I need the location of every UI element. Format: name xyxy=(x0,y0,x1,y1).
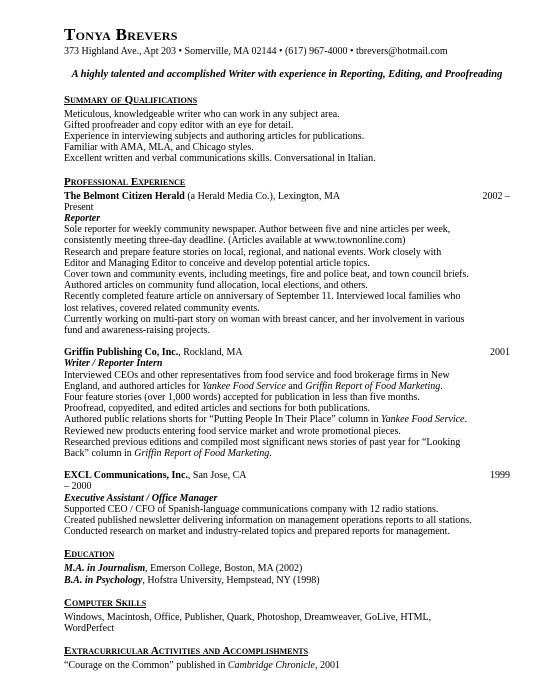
company-location: , Rockland, MA xyxy=(178,347,243,359)
skills-section xyxy=(64,597,510,634)
summary-line: Excellent written and verbal communications skills. Conversational in Italian. xyxy=(64,153,376,165)
job-line: Recently completed feature article on anniversary of September 11. Interviewed local families who xyxy=(64,291,461,303)
text-run: . xyxy=(464,414,467,426)
summary-heading: Summary of Qualifications xyxy=(64,93,198,106)
job-entry xyxy=(64,347,510,459)
job-entry xyxy=(64,470,510,537)
text-run: Authored public relations shorts for “Putting People In Their Place” column in xyxy=(64,414,381,426)
degree-name: B.A. in Psychology xyxy=(64,574,143,586)
extracurricular-item xyxy=(64,660,510,671)
education-section xyxy=(64,548,510,585)
job-line: consistently meeting three-day deadline. (Articles available at www.townonline.com) xyxy=(64,235,406,247)
job-line: Authored articles on community fund allocation, local elections, and others. xyxy=(64,280,368,292)
job-date: 1999 xyxy=(490,470,510,482)
job-role: Executive Assistant / Office Manager xyxy=(64,492,218,504)
candidate-name: Tonya Brevers xyxy=(64,25,178,44)
publication-title: Yankee Food Service xyxy=(202,380,286,392)
resume-header xyxy=(64,26,510,82)
job-line: Research and prepare feature stories on local, regional, and national events. Work closely with xyxy=(64,246,442,258)
job-line: Four feature stories (over 1,000 words) accepted for publication in less than five months. xyxy=(64,391,420,403)
text-run: Back” column in xyxy=(64,447,135,459)
job-date-continued: – 2000 xyxy=(64,481,92,493)
publication-title: Griffin Report of Food Marketing xyxy=(305,380,441,392)
publication-title: Yankee Food Service xyxy=(380,414,465,426)
job-line: Editor and Managing Editor to conceive and develop potential article topics. xyxy=(64,257,370,269)
job-header xyxy=(64,347,510,358)
job-line: Cover town and community events, including meetings, fire and police beat, and town council briefs. xyxy=(64,268,469,280)
education-item xyxy=(64,575,510,586)
education-heading: Education xyxy=(64,548,115,561)
job-line: Currently working on multi-part story on woman with breast cancer, and her involvement in various xyxy=(64,313,465,325)
text-run: England, and authored articles for xyxy=(64,380,203,392)
experience-heading: Professional Experience xyxy=(64,175,186,188)
job-line: lost relatives, covered related community events. xyxy=(64,302,260,314)
text-run: “Courage on the Common” published in xyxy=(64,660,228,672)
contact-info: 373 Highland Ave., Apt 203 • Somerville, MA 02144 • (617) 967-4000 • tbrevers@hotmail.com xyxy=(64,46,448,57)
job-line: Created published newsletter delivering information on management operations reports to all stations. xyxy=(64,515,472,526)
job-line: Researched previous editions and compiled most significant news stories of past year for “Looking xyxy=(64,436,461,448)
job-role: Reporter xyxy=(64,212,101,224)
text-run: . xyxy=(269,447,272,459)
job-line: Sole reporter for weekly community newspaper. Author between five and nine articles per week, xyxy=(64,224,451,236)
text-run: and xyxy=(285,380,306,392)
text-run: , 2001 xyxy=(315,660,340,672)
job-line xyxy=(64,381,510,392)
company-name: Griffin Publishing Co, Inc. xyxy=(64,347,179,359)
summary-line: Gifted proofreader and copy editor with an eye for detail. xyxy=(64,119,294,131)
degree-details: , Hofstra University, Hempstead, NY (1998) xyxy=(142,574,320,586)
job-date-continued: Present xyxy=(64,201,94,213)
skills-heading: Computer Skills xyxy=(64,596,147,609)
job-line: Supported CEO / CFO of Spanish-language communications company with 12 radio stations. xyxy=(64,503,439,515)
company-name: The Belmont Citizen Herald xyxy=(64,190,185,202)
objective-statement: A highly talented and accomplished Writer with experience in Reporting, Editing, and Proofreading xyxy=(71,69,503,80)
job-header xyxy=(64,191,510,202)
publication-title: Cambridge Chronicle xyxy=(227,660,315,672)
summary-line: Experience in interviewing subjects and authoring articles for publications. xyxy=(64,130,365,142)
company-location: , San Jose, CA xyxy=(187,470,247,482)
company-name: EXCL Communications, Inc. xyxy=(64,470,188,482)
degree-name: M.A. in Journalism xyxy=(64,563,146,575)
job-entry xyxy=(64,191,510,337)
extracurricular-section xyxy=(64,645,510,671)
job-line xyxy=(64,448,510,459)
job-line xyxy=(64,414,510,425)
summary-section xyxy=(64,94,510,165)
job-role: Writer / Reporter Intern xyxy=(64,358,163,370)
experience-section xyxy=(64,176,510,538)
job-line: Conducted research on market and industry-related topics and prepared reports for management. xyxy=(64,526,450,538)
summary-line: Meticulous, knowledgeable writer who can work in any subject area. xyxy=(64,108,340,120)
education-item xyxy=(64,563,510,574)
extracurricular-heading: Extracurricular Activities and Accomplishments xyxy=(64,645,309,658)
job-date: 2002 – xyxy=(482,190,510,202)
job-line: Interviewed CEOs and other representatives from food service and food brokerage firms in New xyxy=(64,369,450,381)
job-line: Reviewed new products entering food service market and wrote promotional pieces. xyxy=(64,425,401,437)
publication-title: Griffin Report of Food Marketing xyxy=(134,447,270,459)
job-date: 2001 xyxy=(490,347,510,359)
skills-line: WordPerfect xyxy=(64,623,115,635)
job-line: fund and awareness-raising projects. xyxy=(64,324,211,336)
skills-line: Windows, Macintosh, Office, Publisher, Quark, Photoshop, Dreamweaver, GoLive, HTML, xyxy=(64,611,432,623)
degree-details: , Emerson College, Boston, MA (2002) xyxy=(145,563,303,575)
text-run: . xyxy=(440,380,443,392)
job-line: Proofread, copyedited, and edited articles and sections for both publications. xyxy=(64,403,371,415)
company-location: (a Herald Media Co.), Lexington, MA xyxy=(184,190,341,202)
job-header xyxy=(64,470,510,481)
summary-line: Familiar with AMA, MLA, and Chicago styles. xyxy=(64,142,254,154)
